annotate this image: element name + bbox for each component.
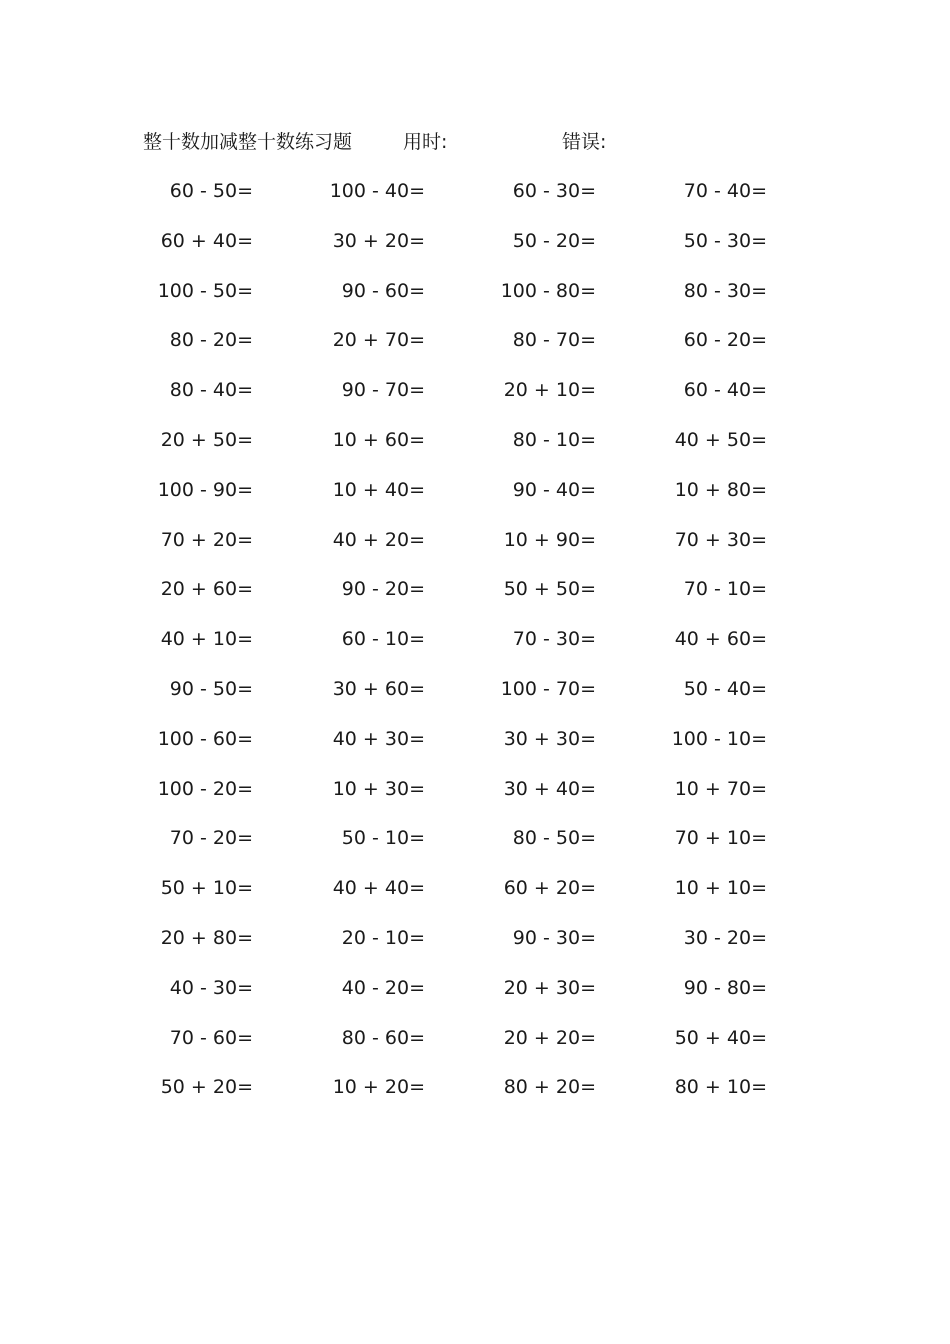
problem: 30 - 20= <box>683 926 767 949</box>
problem: 60 + 40= <box>160 229 253 252</box>
problem: 100 - 40= <box>329 180 425 202</box>
problem: 80 - 20= <box>169 329 253 352</box>
problem: 30 + 60= <box>332 677 425 700</box>
problem: 50 - 10= <box>341 827 425 850</box>
problem: 70 - 30= <box>512 628 596 651</box>
problem: 50 - 40= <box>683 677 767 700</box>
problem-row <box>143 972 843 1022</box>
problem-row <box>143 474 843 524</box>
problem: 40 + 50= <box>674 428 767 451</box>
problem: 60 - 20= <box>683 329 767 352</box>
problem-row <box>143 225 843 275</box>
problem: 80 - 70= <box>512 329 596 352</box>
problem-row <box>143 872 843 922</box>
problem-row <box>143 822 843 872</box>
problem: 40 + 30= <box>332 727 425 750</box>
problem: 50 + 50= <box>503 578 596 601</box>
problem: 70 - 60= <box>169 1026 253 1049</box>
problem: 90 - 30= <box>512 926 596 949</box>
problem: 10 + 80= <box>674 478 767 501</box>
problem-row <box>143 374 843 424</box>
problem: 80 - 40= <box>169 379 253 402</box>
problem: 20 + 20= <box>503 1026 596 1049</box>
problem: 20 + 60= <box>160 578 253 601</box>
problem: 20 + 50= <box>160 428 253 451</box>
problem: 10 + 70= <box>674 777 767 800</box>
problem: 40 - 20= <box>341 976 425 999</box>
problem-row <box>143 424 843 474</box>
problem: 20 + 70= <box>332 329 425 352</box>
problem: 20 + 10= <box>503 379 596 402</box>
problem: 90 - 70= <box>341 379 425 402</box>
problem: 40 - 30= <box>169 976 253 999</box>
problem: 60 - 50= <box>169 180 253 202</box>
problem-row <box>143 922 843 972</box>
problem-row <box>143 324 843 374</box>
problem: 70 + 20= <box>160 528 253 551</box>
problem: 50 + 10= <box>160 877 253 900</box>
problem: 70 + 10= <box>674 827 767 850</box>
problem: 80 - 10= <box>512 428 596 451</box>
problem: 100 - 10= <box>671 727 767 750</box>
problem: 60 - 30= <box>512 180 596 202</box>
problem: 60 - 40= <box>683 379 767 402</box>
problem-row <box>143 1022 843 1072</box>
problem: 10 + 30= <box>332 777 425 800</box>
problem-row <box>143 673 843 723</box>
problem: 60 - 10= <box>341 628 425 651</box>
problem: 100 - 70= <box>500 677 596 700</box>
problem: 80 + 10= <box>674 1076 767 1099</box>
problem-row <box>143 723 843 773</box>
error-label: 错误: <box>562 131 607 153</box>
problem: 70 + 30= <box>674 528 767 551</box>
problem-row <box>143 275 843 325</box>
problem-row <box>143 773 843 823</box>
problem: 50 - 20= <box>512 229 596 252</box>
problem: 90 - 80= <box>683 976 767 999</box>
problem: 10 + 40= <box>332 478 425 501</box>
problem: 80 - 30= <box>683 279 767 302</box>
problem: 10 + 60= <box>332 428 425 451</box>
page-title: 整十数加减整十数练习题 <box>143 131 353 153</box>
problem: 70 - 10= <box>683 578 767 601</box>
problem: 40 + 10= <box>160 628 253 651</box>
problem: 40 + 60= <box>674 628 767 651</box>
problem: 100 - 20= <box>157 777 253 800</box>
problem: 90 - 40= <box>512 478 596 501</box>
problem: 50 + 20= <box>160 1076 253 1099</box>
problem-row <box>143 573 843 623</box>
problem: 90 - 20= <box>341 578 425 601</box>
problem: 60 + 20= <box>503 877 596 900</box>
problem-row <box>143 175 843 225</box>
problem: 80 - 60= <box>341 1026 425 1049</box>
problem: 80 + 20= <box>503 1076 596 1099</box>
problem: 30 + 30= <box>503 727 596 750</box>
problem: 20 + 30= <box>503 976 596 999</box>
problem: 40 + 20= <box>332 528 425 551</box>
problem: 100 - 50= <box>157 279 253 302</box>
problem: 50 - 30= <box>683 229 767 252</box>
problem: 20 + 80= <box>160 926 253 949</box>
problem-row <box>143 1071 843 1121</box>
problem: 100 - 60= <box>157 727 253 750</box>
problem: 70 - 40= <box>683 180 767 202</box>
problem: 100 - 90= <box>157 478 253 501</box>
problem: 20 - 10= <box>341 926 425 949</box>
problem: 50 + 40= <box>674 1026 767 1049</box>
problem: 10 + 90= <box>503 528 596 551</box>
problem: 10 + 20= <box>332 1076 425 1099</box>
problem: 100 - 80= <box>500 279 596 302</box>
time-label: 用时: <box>403 131 448 153</box>
problem: 30 + 20= <box>332 229 425 252</box>
problem: 40 + 40= <box>332 877 425 900</box>
problem: 10 + 10= <box>674 877 767 900</box>
problem-row <box>143 524 843 574</box>
worksheet-header <box>143 127 843 157</box>
problem-row <box>143 623 843 673</box>
problem-grid <box>143 175 843 1121</box>
problem: 80 - 50= <box>512 827 596 850</box>
problem: 70 - 20= <box>169 827 253 850</box>
problem: 90 - 50= <box>169 677 253 700</box>
problem: 30 + 40= <box>503 777 596 800</box>
problem: 90 - 60= <box>341 279 425 302</box>
